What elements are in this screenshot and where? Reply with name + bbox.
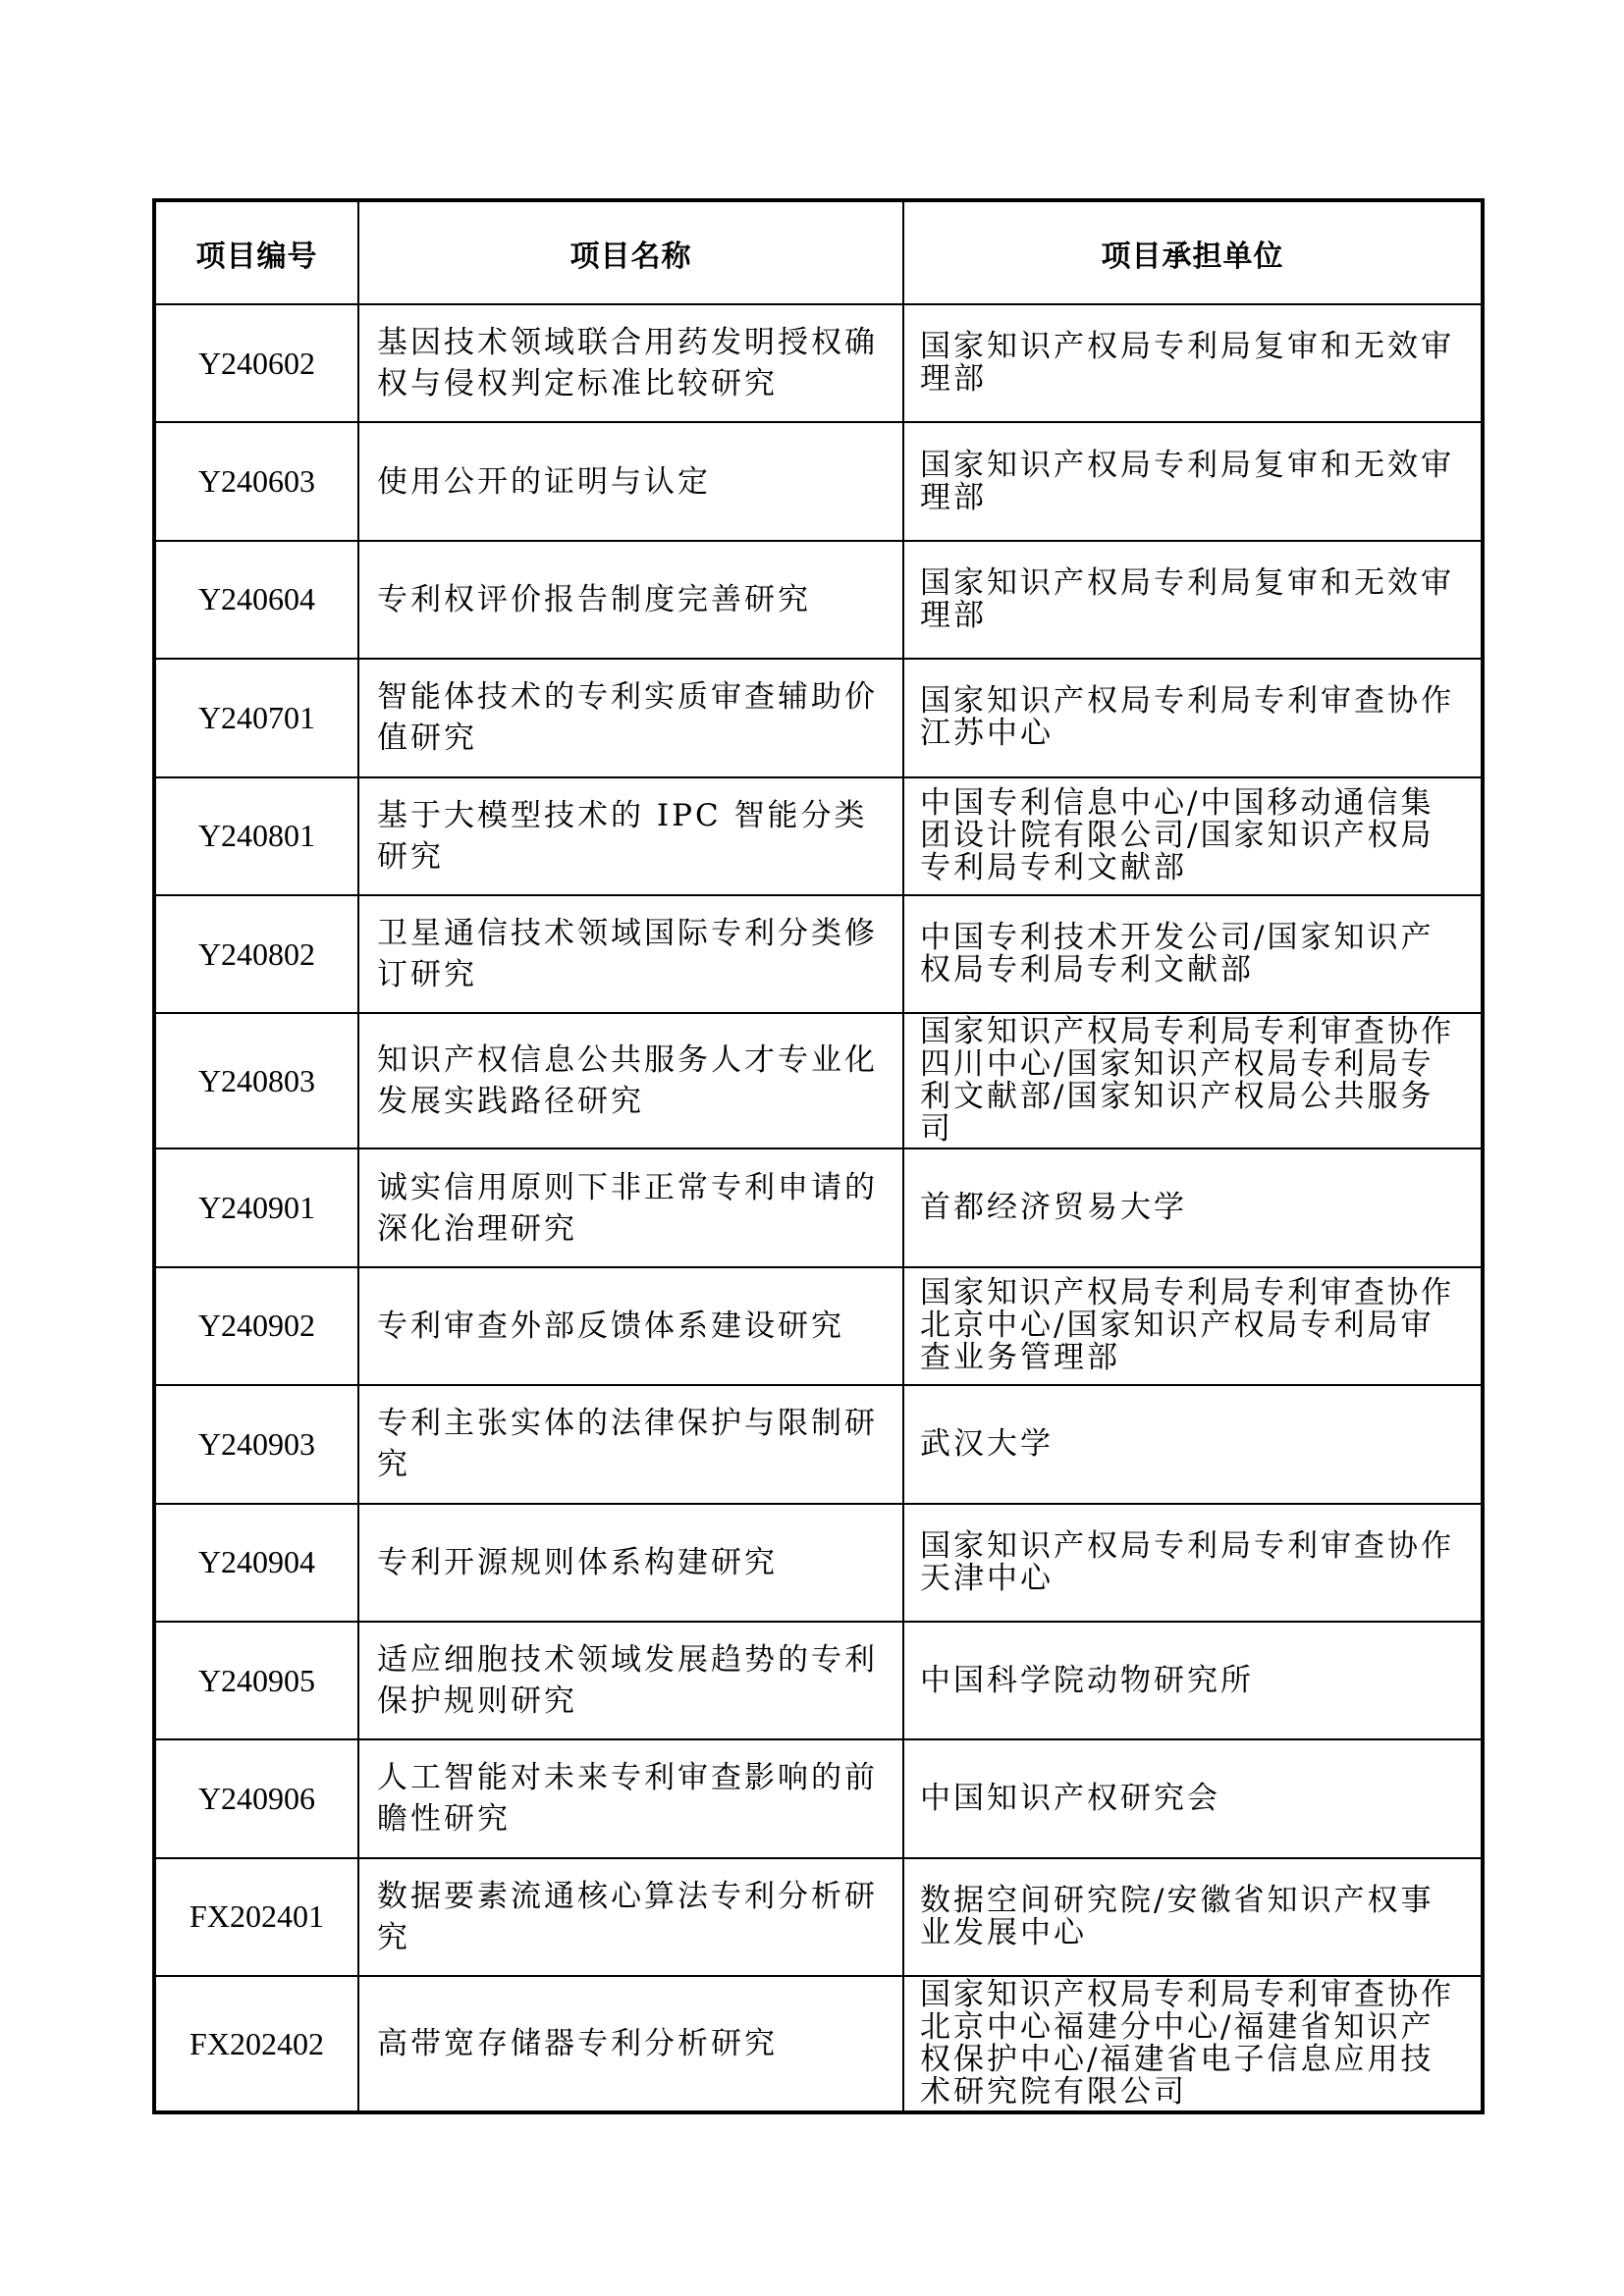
header-project-code: 项目编号	[154, 200, 358, 304]
project-code-cell: Y240602	[154, 304, 358, 422]
project-name-cell: 高带宽存储器专利分析研究	[358, 1976, 903, 2112]
project-name-cell: 专利权评价报告制度完善研究	[358, 541, 903, 659]
project-org-cell: 国家知识产权局专利局专利审查协作天津中心	[903, 1504, 1483, 1622]
project-org-cell: 数据空间研究院/安徽省知识产权事业发展中心	[903, 1858, 1483, 1976]
table-row	[154, 1013, 1483, 1148]
project-org-cell: 国家知识产权局专利局复审和无效审理部	[903, 422, 1483, 540]
project-org-cell: 国家知识产权局专利局复审和无效审理部	[903, 304, 1483, 422]
project-org-cell: 国家知识产权局专利局专利审查协作四川中心/国家知识产权局专利局专利文献部/国家知识产权局公共服务司	[903, 1013, 1483, 1148]
project-code-cell: Y240905	[154, 1622, 358, 1739]
table-row	[154, 541, 1483, 659]
project-code-cell: Y240603	[154, 422, 358, 540]
project-org-cell: 武汉大学	[903, 1385, 1483, 1503]
project-name-cell: 基于大模型技术的 IPC 智能分类研究	[358, 777, 903, 895]
project-code-cell: Y240701	[154, 659, 358, 776]
table-row	[154, 422, 1483, 540]
table-row	[154, 1622, 1483, 1739]
project-name-cell: 知识产权信息公共服务人才专业化发展实践路径研究	[358, 1013, 903, 1148]
project-name-cell: 专利审查外部反馈体系建设研究	[358, 1267, 903, 1385]
table-row	[154, 777, 1483, 895]
project-code-cell: Y240802	[154, 895, 358, 1013]
table-row	[154, 1267, 1483, 1385]
project-code-cell: Y240803	[154, 1013, 358, 1148]
project-code-cell: FX202401	[154, 1858, 358, 1976]
project-org-cell: 国家知识产权局专利局专利审查协作江苏中心	[903, 659, 1483, 776]
header-project-name: 项目名称	[358, 200, 903, 304]
project-code-cell: Y240904	[154, 1504, 358, 1622]
table-row	[154, 1739, 1483, 1857]
project-code-cell: Y240901	[154, 1148, 358, 1266]
project-name-cell: 智能体技术的专利实质审查辅助价值研究	[358, 659, 903, 776]
project-code-cell: FX202402	[154, 1976, 358, 2112]
project-name-cell: 专利开源规则体系构建研究	[358, 1504, 903, 1622]
project-code-cell: Y240906	[154, 1739, 358, 1857]
project-name-cell: 诚实信用原则下非正常专利申请的深化治理研究	[358, 1148, 903, 1266]
project-name-cell: 数据要素流通核心算法专利分析研究	[358, 1858, 903, 1976]
table-row	[154, 659, 1483, 776]
table-row	[154, 304, 1483, 422]
project-org-cell: 国家知识产权局专利局复审和无效审理部	[903, 541, 1483, 659]
project-org-cell: 中国科学院动物研究所	[903, 1622, 1483, 1739]
project-code-cell: Y240604	[154, 541, 358, 659]
table-header-row	[154, 200, 1483, 304]
table-row	[154, 1504, 1483, 1622]
project-table	[152, 198, 1485, 2114]
table-row	[154, 1976, 1483, 2112]
table-row	[154, 1858, 1483, 1976]
project-name-cell: 适应细胞技术领域发展趋势的专利保护规则研究	[358, 1622, 903, 1739]
project-code-cell: Y240801	[154, 777, 358, 895]
project-name-cell: 卫星通信技术领域国际专利分类修订研究	[358, 895, 903, 1013]
project-code-cell: Y240902	[154, 1267, 358, 1385]
project-org-cell: 国家知识产权局专利局专利审查协作北京中心/国家知识产权局专利局审查业务管理部	[903, 1267, 1483, 1385]
project-name-cell: 人工智能对未来专利审查影响的前瞻性研究	[358, 1739, 903, 1857]
project-code-cell: Y240903	[154, 1385, 358, 1503]
header-project-org: 项目承担单位	[903, 200, 1483, 304]
table-row	[154, 1385, 1483, 1503]
project-org-cell: 中国专利信息中心/中国移动通信集团设计院有限公司/国家知识产权局专利局专利文献部	[903, 777, 1483, 895]
project-org-cell: 首都经济贸易大学	[903, 1148, 1483, 1266]
project-org-cell: 中国专利技术开发公司/国家知识产权局专利局专利文献部	[903, 895, 1483, 1013]
project-name-cell: 专利主张实体的法律保护与限制研究	[358, 1385, 903, 1503]
table-row	[154, 1148, 1483, 1266]
table-row	[154, 895, 1483, 1013]
project-org-cell: 中国知识产权研究会	[903, 1739, 1483, 1857]
project-name-cell: 使用公开的证明与认定	[358, 422, 903, 540]
project-name-cell: 基因技术领域联合用药发明授权确权与侵权判定标准比较研究	[358, 304, 903, 422]
project-org-cell: 国家知识产权局专利局专利审查协作北京中心福建分中心/福建省知识产权保护中心/福建省电子信息应用技术研究院有限公司	[903, 1976, 1483, 2112]
